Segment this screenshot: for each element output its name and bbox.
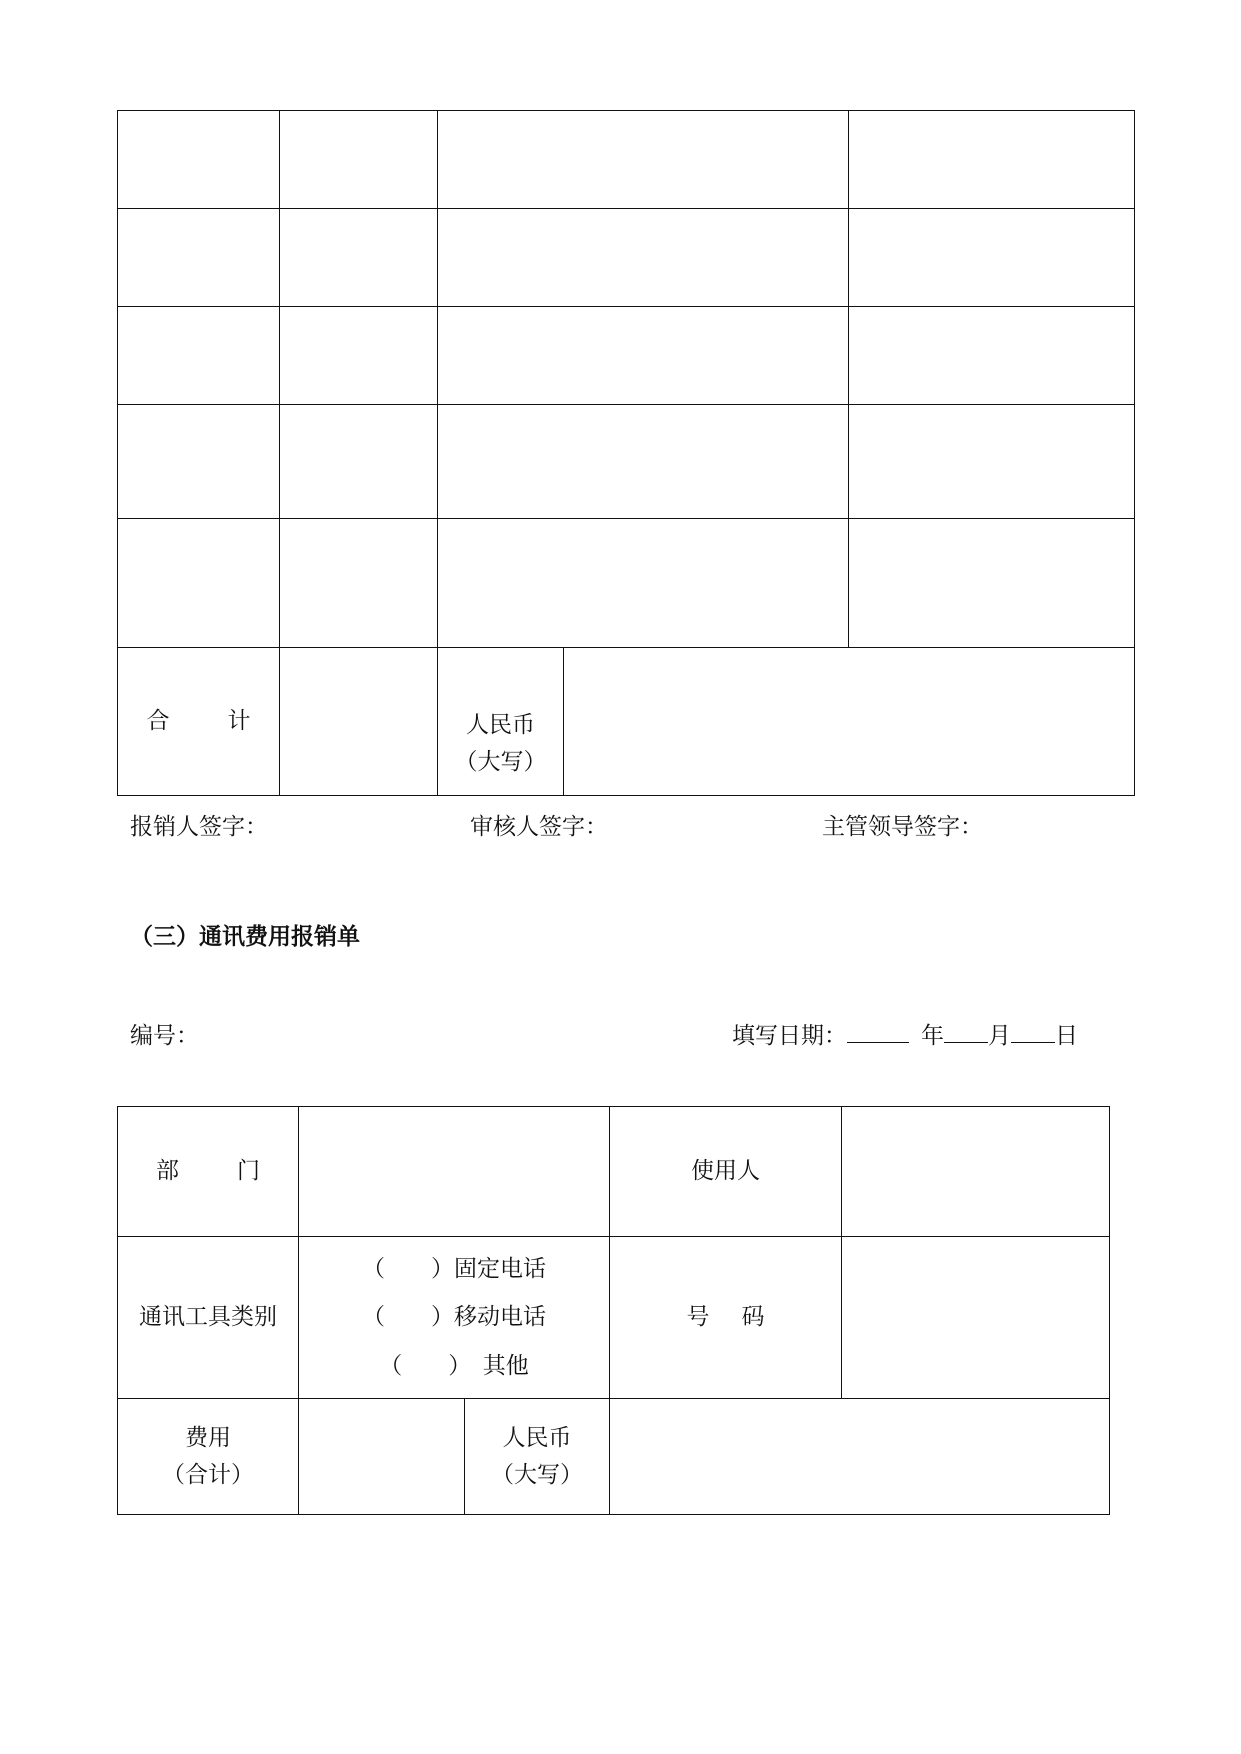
rmb-label-line1: 人民币 (502, 1424, 572, 1451)
rmb-label-line2: （大写） (491, 1461, 583, 1488)
expense-table (117, 110, 1135, 796)
table-cell[interactable] (438, 307, 849, 405)
table-cell[interactable] (438, 405, 849, 519)
department-label-cell (118, 1107, 299, 1237)
department-label-b: 门 (237, 1158, 260, 1185)
table-cell[interactable] (438, 209, 849, 307)
number-value-cell[interactable] (842, 1237, 1110, 1399)
day-blank[interactable] (1011, 1020, 1055, 1043)
tool-type-label-cell (118, 1237, 299, 1399)
option-other[interactable]: （ ） 其他 (379, 1352, 529, 1379)
total-label-b: 计 (227, 708, 251, 735)
table-cell[interactable] (849, 111, 1135, 209)
year-label: 年 (921, 1023, 944, 1049)
fee-amount-cell[interactable] (299, 1399, 465, 1515)
user-label: 使用人 (691, 1158, 760, 1185)
total-label-cell (118, 648, 280, 796)
day-label: 日 (1055, 1023, 1078, 1049)
rmb-label-line2: （大写） (454, 748, 547, 775)
rmb-label-cell (465, 1399, 610, 1515)
table-cell[interactable] (118, 111, 280, 209)
rmb-amount-cell[interactable] (610, 1399, 1110, 1515)
table-cell[interactable] (118, 307, 280, 405)
tool-type-label: 通讯工具类别 (139, 1304, 277, 1331)
rmb-label-line1: 人民币 (466, 711, 535, 738)
communication-expense-table (117, 1106, 1110, 1515)
table-cell[interactable] (849, 519, 1135, 648)
department-value-cell[interactable] (299, 1107, 610, 1237)
tool-type-options-cell (299, 1237, 610, 1399)
total-amount-cell[interactable] (280, 648, 438, 796)
table-cell[interactable] (280, 307, 438, 405)
fee-label-line1: 费用 (185, 1424, 231, 1451)
section-title: （三）通讯费用报销单 (130, 923, 360, 950)
supervisor-signature-label: 主管领导签字： (822, 814, 983, 840)
table-cell[interactable] (118, 405, 280, 519)
month-label: 月 (988, 1023, 1011, 1049)
number-label-b: 码 (741, 1304, 765, 1331)
option-fixed-phone[interactable]: （ ）固定电话 (362, 1256, 546, 1283)
fee-label-cell (118, 1399, 299, 1515)
reviewer-signature-label: 审核人签字： (470, 814, 608, 840)
fill-date (732, 1017, 1078, 1050)
option-mobile-phone[interactable]: （ ）移动电话 (362, 1304, 546, 1331)
total-label-a: 合 (146, 708, 170, 735)
form-number-label: 编号： (130, 1023, 199, 1049)
table-cell[interactable] (849, 307, 1135, 405)
table-cell[interactable] (438, 519, 849, 648)
number-label-cell (610, 1237, 842, 1399)
fee-label-line2: （合计） (162, 1461, 254, 1488)
rmb-amount-cell[interactable] (564, 648, 1135, 796)
table-cell[interactable] (849, 405, 1135, 519)
user-value-cell[interactable] (842, 1107, 1110, 1237)
claimant-signature-label: 报销人签字： (130, 814, 268, 840)
rmb-label-cell (438, 648, 564, 796)
table-cell[interactable] (280, 209, 438, 307)
table-cell[interactable] (118, 519, 280, 648)
table-cell[interactable] (280, 519, 438, 648)
table-cell[interactable] (438, 111, 849, 209)
department-label-a: 部 (156, 1158, 179, 1185)
table-cell[interactable] (849, 209, 1135, 307)
table-cell[interactable] (280, 405, 438, 519)
number-label-a: 号 (686, 1304, 710, 1331)
table-cell[interactable] (280, 111, 438, 209)
fill-date-label: 填写日期： (732, 1023, 847, 1049)
year-blank[interactable] (847, 1020, 909, 1043)
table-cell[interactable] (118, 209, 280, 307)
month-blank[interactable] (944, 1020, 988, 1043)
user-label-cell (610, 1107, 842, 1237)
